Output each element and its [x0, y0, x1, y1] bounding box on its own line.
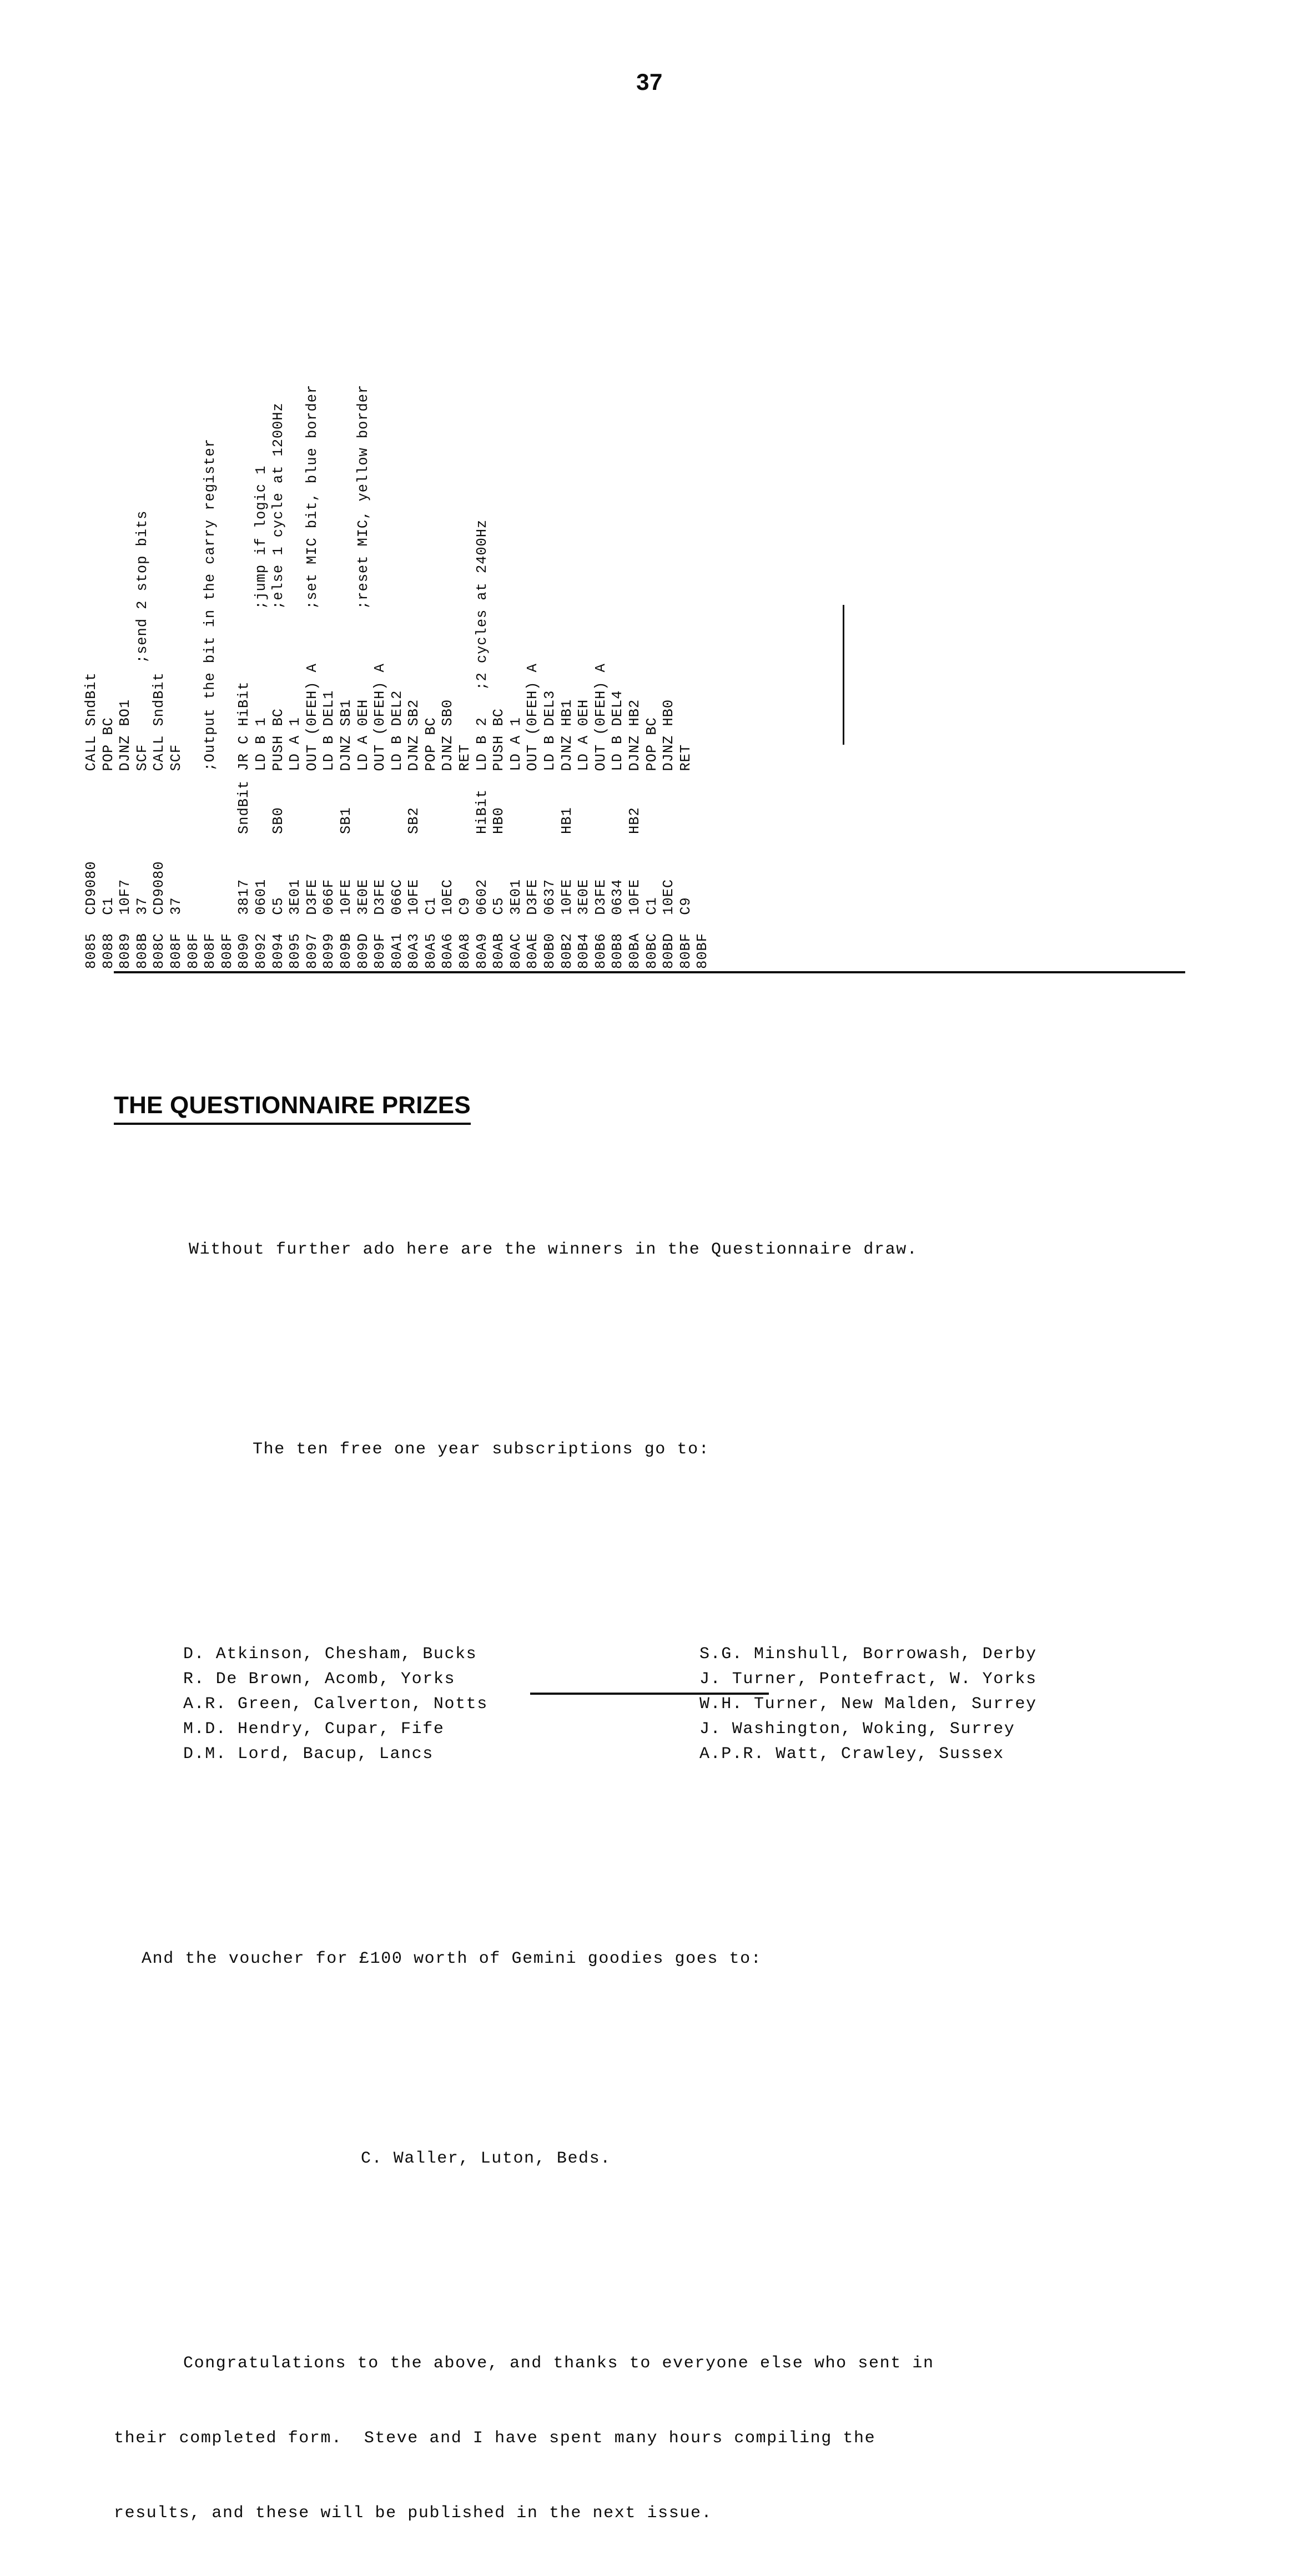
assembly-line: 80B2 10FE HB1 DJNZ HB1 [558, 699, 575, 969]
spacer [114, 1842, 1191, 1872]
assembly-line: 80AB C5 HB0 PUSH BC [491, 708, 507, 969]
winner-entry: A.P.R. Watt, Crawley, Sussex [699, 1745, 1004, 1764]
bottom-rule [530, 1693, 769, 1695]
assembly-line: 8090 3817 SndBit JR C HiBit [236, 681, 253, 969]
assembly-line: 8085 CD9080 CALL SndBit [83, 672, 99, 969]
subscriptions-line: The ten free one year subscriptions go to: [253, 1440, 710, 1459]
winners-list [114, 1642, 1191, 1767]
closing-line-3: results, and these will be published in the next issue. [114, 2504, 713, 2523]
assembly-line: 809D 3E0E LD A 0EH ;reset MIC, yellow border [355, 384, 371, 969]
assembly-line: 80AE D3FE OUT (0FEH) A [525, 663, 541, 969]
assembly-line: 80BD 10EC DJNZ HB0 [661, 699, 677, 969]
assembly-line: 808C CD9080 CALL SndBit [151, 672, 168, 969]
assembly-listing-text [83, 183, 712, 971]
page-number: 37 [636, 69, 663, 95]
voucher-winner: C. Waller, Luton, Beds. [361, 2149, 611, 2168]
assembly-line: 80B8 0634 LD B DEL4 [610, 690, 626, 969]
assembly-line: 809B 10FE SB1 DJNZ SB1 [338, 699, 354, 969]
winner-entry: J. Turner, Pontefract, W. Yorks [699, 1670, 1037, 1689]
assembly-line: 808F [185, 933, 202, 969]
assembly-line: 8097 D3FE OUT (0FEH) A ;set MIC bit, blue border [304, 384, 320, 969]
assembly-line: 8094 C5 SB0 PUSH BC ;else 1 cycle at 1200Hz [270, 402, 286, 969]
section-divider-rule [114, 971, 1185, 973]
spacer [114, 1537, 1191, 1567]
assembly-line: 80A3 10FE SB2 DJNZ SB2 [406, 699, 422, 969]
assembly-line: 808F ;Output the bit in the carry register [202, 438, 219, 969]
assembly-line: 8095 3E01 LD A 1 [287, 717, 304, 969]
assembly-line: 8092 0601 LD B 1 ;jump if logic 1 [253, 465, 269, 969]
assembly-line: 80BA 10FE HB2 DJNZ HB2 [627, 699, 643, 969]
assembly-line: 80A8 C9 RET [457, 744, 474, 969]
assembly-line: 80B0 0637 LD B DEL3 [542, 690, 558, 969]
winner-entry: D.M. Lord, Bacup, Lancs [183, 1745, 434, 1764]
intro-paragraph: Without further ado here are the winners in the Questionnaire draw. [189, 1240, 918, 1259]
closing-line-1: Congratulations to the above, and thanks to everyone else who sent in [183, 2354, 934, 2373]
winner-entry: M.D. Hendry, Cupar, Fife [183, 1720, 445, 1739]
assembly-line: 808F [219, 933, 235, 969]
assembly-line: 8099 066F LD B DEL1 [321, 690, 338, 969]
assembly-line: 808B 37 SCF ;send 2 stop bits [134, 510, 150, 969]
assembly-line: 8089 10F7 DJNZ BO1 [117, 699, 134, 969]
assembly-listing-rotated [83, 183, 949, 971]
assembly-line: 80A1 066C LD B DEL2 [389, 690, 405, 969]
winner-entry: W.H. Turner, New Malden, Surrey [699, 1695, 1037, 1714]
winner-entry: S.G. Minshull, Borrowash, Derby [699, 1645, 1037, 1664]
winner-entry: A.R. Green, Calverton, Notts [183, 1695, 488, 1714]
assembly-listing-block [83, 183, 949, 971]
assembly-line: 80BF C9 RET [677, 744, 694, 969]
winner-entry: R. De Brown, Acomb, Yorks [183, 1670, 456, 1689]
assembly-line: 80A9 0602 HiBit LD B 2 ;2 cycles at 2400Hz [474, 519, 490, 969]
spacer [114, 2246, 1191, 2276]
assembly-line: 80B6 D3FE OUT (0FEH) A [592, 663, 609, 969]
assembly-line: 80A5 C1 POP BC [422, 717, 439, 969]
voucher-line: And the voucher for £100 worth of Gemini goodies goes to: [142, 1949, 762, 1968]
assembly-line: 80AC 3E01 LD A 1 [507, 717, 524, 969]
closing-line-2: their completed form. Steve and I have spent many hours compiling the [114, 2429, 876, 2448]
assembly-line: 80B4 3E0E LD A 0EH [576, 699, 592, 969]
spacer [114, 1337, 1191, 1362]
winner-entry: J. Washington, Woking, Surrey [699, 1720, 1015, 1739]
assembly-line: 809F D3FE OUT (0FEH) A [372, 663, 389, 969]
listing-rule [843, 605, 844, 745]
assembly-line: 808F 37 SCF [168, 744, 184, 969]
assembly-line: 80BF [694, 933, 711, 969]
assembly-line: 80A6 10EC DJNZ SB0 [440, 699, 456, 969]
section-body [114, 1188, 1191, 2576]
section-heading: THE QUESTIONNAIRE PRIZES [114, 1092, 471, 1125]
assembly-line: 80BC C1 POP BC [643, 717, 660, 969]
winner-entry: D. Atkinson, Chesham, Bucks [183, 1645, 477, 1664]
assembly-line: 8088 C1 POP BC [100, 717, 117, 969]
spacer [114, 2047, 1191, 2072]
